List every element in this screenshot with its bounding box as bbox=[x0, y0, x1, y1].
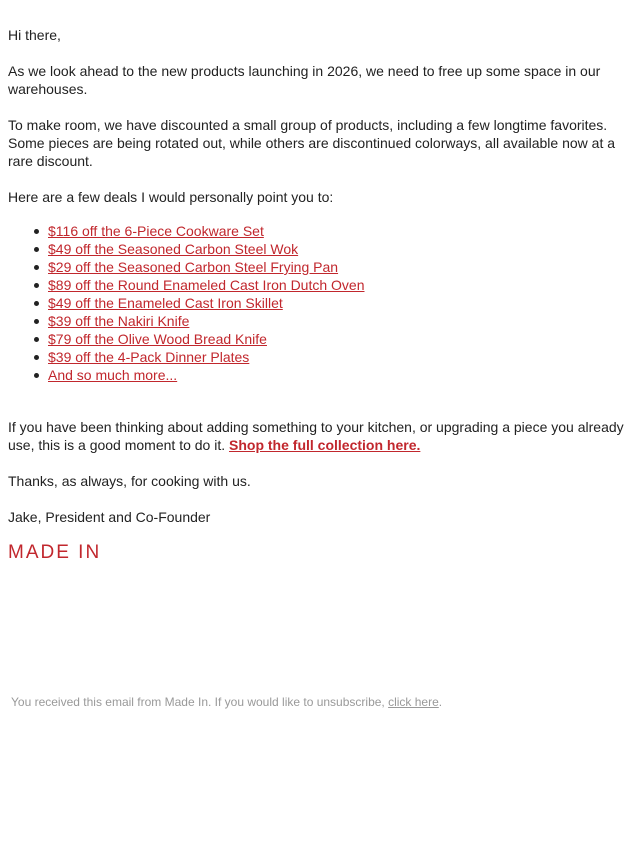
deal-link-carbon-wok[interactable]: $49 off the Seasoned Carbon Steel Wok bbox=[48, 241, 299, 257]
deals-intro: Here are a few deals I would personally point you to: bbox=[8, 189, 334, 205]
list-item bbox=[48, 312, 632, 330]
list-item bbox=[48, 348, 632, 366]
list-item bbox=[48, 276, 632, 294]
deal-link-cookware-set[interactable]: $116 off the 6-Piece Cookware Set bbox=[48, 223, 264, 239]
unsubscribe-link[interactable]: click here bbox=[388, 695, 439, 709]
list-item bbox=[48, 294, 632, 312]
closing-paragraph bbox=[8, 418, 632, 454]
list-item bbox=[48, 366, 632, 384]
deal-link-dinner-plates[interactable]: $39 off the 4-Pack Dinner Plates bbox=[48, 349, 250, 365]
logo-text: MADE IN bbox=[8, 542, 102, 563]
deal-link-bread-knife[interactable]: $79 off the Olive Wood Bread Knife bbox=[48, 331, 267, 347]
list-item bbox=[48, 258, 632, 276]
discount-paragraph: To make room, we have discounted a small group of products, including a few longtime favorites. Some pieces are being rotated out, while others are discontinued colorways, all available now at a rare discount. bbox=[8, 117, 616, 169]
list-item bbox=[48, 240, 632, 258]
deal-link-carbon-frying-pan[interactable]: $29 off the Seasoned Carbon Steel Frying Pan bbox=[48, 259, 339, 275]
footer bbox=[11, 694, 442, 710]
footer-text: You received this email from Made In. If you would like to unsubscribe, bbox=[11, 695, 385, 709]
signature: Jake, President and Co-Founder bbox=[8, 509, 211, 525]
deal-link-dutch-oven[interactable]: $89 off the Round Enameled Cast Iron Dutch Oven bbox=[48, 277, 365, 293]
made-in-logo bbox=[8, 540, 118, 564]
shop-collection-link[interactable]: Shop the full collection here. bbox=[229, 437, 421, 453]
closing-text: If you have been thinking about adding something to your kitchen, or upgrading a piece you already use, this is a good moment to do it. bbox=[8, 419, 624, 453]
deal-link-cast-iron-skillet[interactable]: $49 off the Enameled Cast Iron Skillet bbox=[48, 295, 283, 311]
deal-link-nakiri-knife[interactable]: $39 off the Nakiri Knife bbox=[48, 313, 190, 329]
intro-paragraph: As we look ahead to the new products launching in 2026, we need to free up some space in our warehouses. bbox=[8, 63, 601, 97]
thanks-line: Thanks, as always, for cooking with us. bbox=[8, 473, 251, 489]
deals-list bbox=[8, 222, 632, 384]
email-body bbox=[8, 26, 632, 564]
footer-period: . bbox=[438, 695, 443, 709]
list-item bbox=[48, 330, 632, 348]
deal-link-more[interactable]: And so much more... bbox=[48, 367, 178, 383]
list-item bbox=[48, 222, 632, 240]
greeting: Hi there, bbox=[8, 27, 61, 43]
